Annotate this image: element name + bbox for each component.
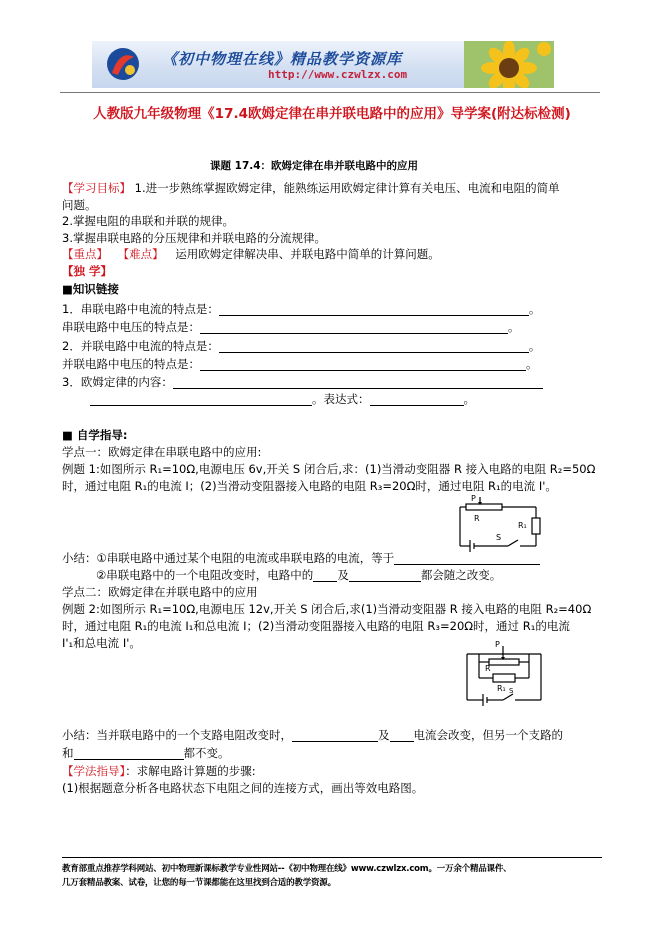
knowledge-q2: [62, 339, 540, 353]
circuit2-label-s: S: [509, 687, 514, 695]
knowledge-q3b: [90, 392, 475, 406]
circuit1-label-r: R: [474, 514, 480, 523]
summary2a-text: 小结：当并联电路中的一个支路电阻改变时，: [62, 728, 292, 742]
footer-line2: 几万套精品教案、试卷，让您的每一节课都能在这里找到合适的教学资源。: [62, 878, 336, 888]
q2-period: 。: [528, 339, 541, 353]
q3b-blank[interactable]: [90, 393, 312, 406]
method-label: 【学法指导】: [62, 764, 126, 778]
summary1b-end: 都会随之改变。: [420, 568, 502, 582]
banner-title: 《初中物理在线》精品教学资源库: [162, 50, 403, 68]
summary1-line1: [62, 551, 540, 565]
expression-period: 。: [463, 392, 475, 406]
circuit2-label-p: P: [495, 640, 500, 649]
objectives-label: 【学习目标】: [62, 181, 131, 195]
switch-s-shape: [508, 540, 518, 546]
rheostat-r-shape: [466, 504, 502, 510]
summary1b-text: ②串联电路中的一个电阻改变时，电路中的: [96, 568, 314, 582]
sunflower-icon: [464, 41, 554, 88]
summary1-blank2[interactable]: [313, 569, 337, 582]
summary2-blank2[interactable]: [390, 729, 414, 742]
objective-1a: 1.进一步熟练掌握欧姆定律，能熟练运用欧姆定律计算有关电压、电流和电阻的简单: [134, 181, 560, 195]
q2-blank[interactable]: [219, 340, 529, 353]
difficulty-label: 【难点】: [117, 247, 164, 261]
example2-line1: 例题 2:如图所示 R₁=10Ω,电源电压 12v,开关 S 闭合后,求(1)当滑动变阻器 R 接入电路的电阻 R₂=40Ω: [62, 602, 592, 616]
example2-line3: I'₁和总电流 I'。: [62, 636, 141, 650]
site-logo-icon: [106, 47, 140, 81]
expression-label: 。表达式：: [312, 392, 370, 406]
focus-text: 运用欧姆定律解决串、并联电路中简单的计算问题。: [175, 247, 440, 261]
knowledge-q3: [62, 375, 543, 389]
knowledge-q1: [62, 302, 540, 316]
circuit1-label-s: S: [496, 533, 502, 542]
key-point-label: 【重点】: [62, 247, 108, 261]
q1-period: 。: [528, 302, 541, 316]
header-rule: [60, 92, 600, 93]
parallel-circuit-diagram: [463, 638, 549, 708]
banner-url: http://www.czwlzx.com: [268, 68, 408, 81]
knowledge-q1b: [62, 320, 520, 334]
expression-blank[interactable]: [370, 393, 464, 406]
document-title: 人教版九年级物理《17.4欧姆定律在串并联电路中的应用》导学案(附达标检测): [93, 106, 571, 122]
q1b-period: 。: [508, 320, 520, 334]
summary2-blank1[interactable]: [292, 729, 378, 742]
q3-blank[interactable]: [173, 376, 543, 389]
summary1a-text: 小结：①串联电路中通过某个电阻的电流或串联电路的电流，等于: [62, 551, 395, 565]
q1-blank[interactable]: [219, 303, 529, 316]
summary1b-and: 及: [337, 568, 349, 582]
method-step1: (1)根据题意分析各电路状态下电阻之间的连接方式，画出等效电路图。: [62, 781, 424, 795]
summary2a-and: 及: [378, 728, 390, 742]
resistor-r1-shape-2: [493, 674, 515, 682]
point1: 学点一：欧姆定律在串联电路中的应用:: [62, 445, 262, 459]
q2b-blank[interactable]: [200, 358, 526, 371]
guide-heading: ■ 自学指导:: [62, 428, 128, 442]
summary1-blank3[interactable]: [349, 569, 421, 582]
objectives-line1: [62, 181, 560, 195]
point2: 学点二：欧姆定律在并联电路中的应用: [62, 585, 258, 599]
example2-line2: 时，通过电阻 R₁的电流 I₁和总电流 I；(2)当滑动变阻器接入电路的电阻 R₃=20Ω时，通过 R₁的电流: [62, 619, 570, 633]
lesson-title: 课题 17.4：欧姆定律在串并联电路中的应用: [210, 160, 419, 172]
summary2-line2: [62, 746, 230, 760]
footer-rule: [62, 857, 602, 858]
summary2b-start: 和: [62, 746, 74, 760]
q2-label: 2．并联电路中电流的特点是：: [62, 339, 219, 353]
self-study-label: 【独 学】: [62, 264, 113, 278]
method-text: ：求解电路计算题的步骤:: [125, 764, 256, 778]
resistor-r1-shape: [532, 518, 540, 534]
summary2a-end: 电流会改变，但另一个支路的: [413, 728, 563, 742]
q2b-label: 并联电路中电压的特点是：: [62, 357, 200, 371]
objective-1b: 问题。: [62, 198, 97, 212]
summary1-line2: [96, 568, 501, 582]
example1-line1: 例题 1:如图所示 R₁=10Ω,电源电压 6v,开关 S 闭合后,求：(1)当滑动变阻器 R 接入电路的电阻 R₂=50Ω: [62, 462, 596, 476]
series-circuit-diagram: [452, 494, 544, 552]
summary1-blank1[interactable]: [394, 552, 540, 565]
q3-label: 3．欧姆定律的内容：: [62, 375, 173, 389]
summary2-blank3[interactable]: [74, 747, 184, 760]
summary2b-end: 都不变。: [183, 746, 230, 760]
objective-3: 3.掌握串联电路的分压规律和并联电路的分流规律。: [62, 231, 326, 245]
knowledge-heading: ■知识链接: [62, 282, 119, 296]
q1b-blank[interactable]: [200, 321, 508, 334]
method-line: [62, 764, 256, 778]
objective-2: 2.掌握电阻的串联和并联的规律。: [62, 214, 234, 228]
q1-label: 1．串联电路中电流的特点是：: [62, 302, 219, 316]
focus-line: [62, 247, 440, 261]
circuit1-label-r1: R₁: [518, 521, 527, 530]
example1-line2: 时，通过电阻 R₁的电流 I；(2)当滑动变阻器接入电路的电阻 R₃=20Ω时，通过电阻 R₁的电流 I'。: [62, 479, 557, 493]
q2b-period: 。: [526, 357, 538, 371]
circuit2-label-r1: R₁: [497, 684, 506, 693]
circuit2-label-r: R: [485, 664, 491, 673]
header-banner: [92, 41, 554, 88]
footer-line1: 教育部重点推荐学科网站、初中物理新课标教学专业性网站--《初中物理在线》www.czwlzx.com。一万余个精品课件、: [62, 864, 512, 874]
rheostat-r-shape-2: [489, 659, 519, 665]
summary2-line1: [62, 728, 563, 742]
q1b-label: 串联电路中电压的特点是：: [62, 320, 200, 334]
circuit1-label-p: P: [471, 494, 476, 503]
knowledge-q2b: [62, 357, 538, 371]
